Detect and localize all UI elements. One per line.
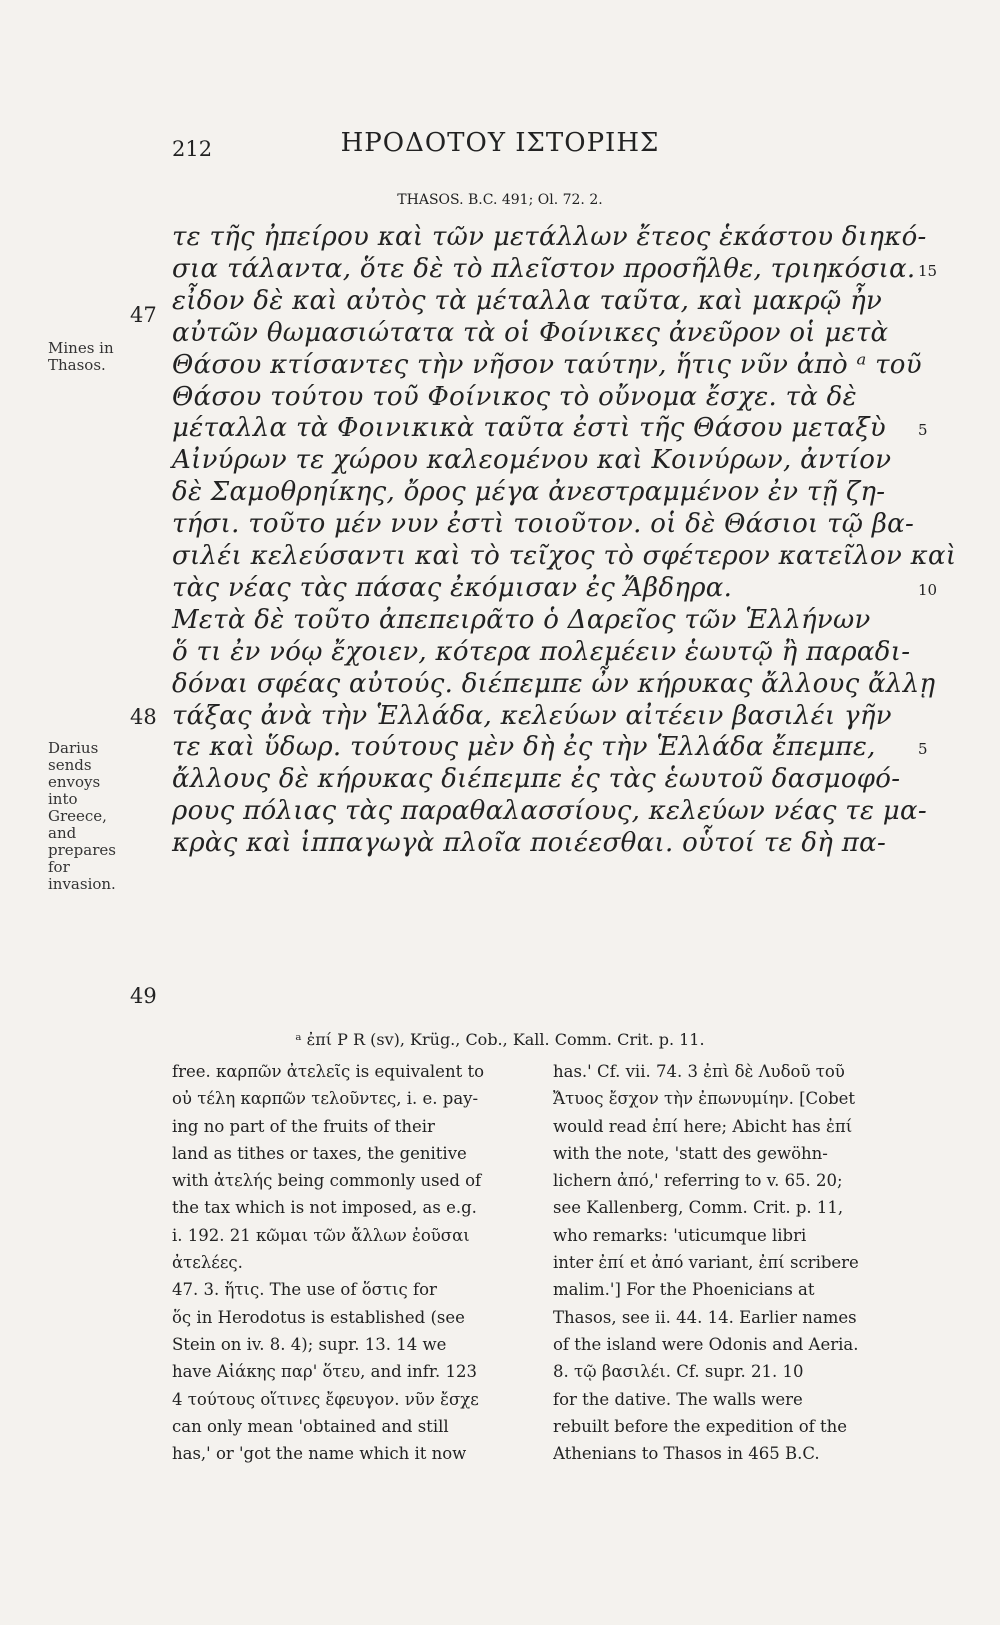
footnote-line: ing no part of the fruits of their bbox=[172, 1116, 435, 1136]
footnote-line: have Αἰάκης παρ' ὅτευ, and infr. 123 bbox=[172, 1362, 477, 1382]
line-number: 5 bbox=[918, 740, 928, 759]
line-number: 5 bbox=[918, 421, 928, 440]
chapter-number: 49 bbox=[130, 984, 157, 1008]
footnote-line: i. 192. 21 κῶμαι τῶν ἄλλων ἐοῦσαι bbox=[172, 1225, 470, 1245]
footnote-line: can only mean 'obtained and still bbox=[172, 1416, 449, 1436]
footnote-line: ἀτελέες. bbox=[172, 1253, 243, 1273]
text-line: σια τάλαντα, ὅτε δὲ τὸ πλεῖστον προσῆλθε, τριηκόσια. bbox=[172, 253, 916, 284]
text-line: σιλέι κελεύσαντι καὶ τὸ τεῖχος τὸ σφέτερον κατεῖλον καὶ bbox=[172, 541, 957, 571]
margin-note-darius: Darius sends envoys into Greece, and prepares for invasion. bbox=[48, 739, 116, 893]
footnote-line: free. καρπῶν ἀτελεῖς is equivalent to bbox=[172, 1062, 485, 1081]
footnote-line: 4 τούτους οἵτινες ἔφευγον. νῦν ἔσχε bbox=[172, 1389, 479, 1409]
text-line: τάξας ἀνὰ τὴν Ἑλλάδα, κελεύων αἰτέειν βασιλέι γῆν bbox=[172, 700, 892, 731]
text-line: δόναι σφέας αὐτούς. διέπεμπε ὦν κήρυκας ἄλλους ἄλλῃ bbox=[172, 668, 936, 699]
text-line: ἄλλους δὲ κήρυκας διέπεμπε ἐς τὰς ἑωυτοῦ δασμοφό- bbox=[172, 764, 901, 795]
footnote-line: Stein on iv. 8. 4); supr. 13. 14 we bbox=[172, 1334, 447, 1354]
text-line: εἶδον δὲ καὶ αὐτὸς τὰ μέταλλα ταῦτα, καὶ μακρῷ ἦν bbox=[172, 285, 883, 316]
footnote-line: has.' Cf. vii. 74. 3 ἐπὶ δὲ Λυδοῦ τοῦ bbox=[553, 1062, 845, 1081]
chapter-number: 48 bbox=[130, 705, 157, 729]
text-line: ρους πόλιας τὰς παραθαλασσίους, κελεύων νέας τε μα- bbox=[172, 796, 927, 827]
footnote-line: Ἄτυος ἔσχον τὴν ἐπωνυμίην. [Cobet bbox=[553, 1089, 856, 1109]
footnote-line: the tax which is not imposed, as e.g. bbox=[172, 1198, 477, 1218]
footnote-line: with ἀτελής being commonly used of bbox=[172, 1171, 482, 1191]
footnote-line: inter ἐπί et ἀπό variant, ἐπί scribere bbox=[553, 1253, 859, 1273]
footnote-line: 8. τῷ βασιλέι. Cf. supr. 21. 10 bbox=[553, 1362, 804, 1382]
margin-note-mines: Mines in Thasos. bbox=[48, 339, 114, 374]
line-number: 15 bbox=[918, 261, 938, 280]
text-line: Θάσου κτίσαντες τὴν νῆσον ταύτην, ἥτις νῦν ἀπὸ ᵃ τοῦ bbox=[172, 349, 922, 380]
text-line: τήσι. τοῦτο μέν νυν ἐστὶ τοιοῦτον. οἱ δὲ Θάσιοι τῷ βα- bbox=[172, 509, 915, 540]
running-title: ΗΡΟΔΟΤΟΥ ΙΣΤΟΡΙΗΣ bbox=[340, 128, 660, 158]
text-line: Θάσου τούτου τοῦ Φοίνικος τὸ οὔνομα ἔσχε. τὰ δὲ bbox=[172, 381, 857, 412]
footnote-line: ὅς in Herodotus is established (see bbox=[172, 1307, 465, 1327]
footnote-line: who remarks: 'uticumque libri bbox=[553, 1225, 807, 1245]
text-line: Αἰνύρων τε χώρου καλεομένου καὶ Κοινύρων, ἀντίον bbox=[172, 445, 892, 476]
text-line: μέταλλα τὰ Φοινικικὰ ταῦτα ἐστὶ τῆς Θάσου μεταξὺ bbox=[172, 413, 886, 444]
text-line: τὰς νέας τὰς πάσας ἐκόμισαν ἐς Ἄβδηρα. bbox=[172, 572, 733, 603]
footnote-line: see Kallenberg, Comm. Crit. p. 11, bbox=[553, 1198, 844, 1218]
text-line: ὅ τι ἐν νόῳ ἔχοιεν, κότερα πολεμέειν ἑωυτῷ ἢ παραδι- bbox=[172, 636, 911, 667]
footnote-line: rebuilt before the expedition of the bbox=[553, 1416, 848, 1436]
footnote-line: 47. 3. ἥτις. The use of ὅστις for bbox=[172, 1280, 437, 1300]
footnote-line: Athenians to Thasos in 465 B.C. bbox=[553, 1444, 820, 1464]
footnote-line: of the island were Odonis and Aeria. bbox=[553, 1334, 859, 1354]
text-line: δὲ Σαμοθρηίκης, ὄρος μέγα ἀνεστραμμένον ἐν τῇ ζη- bbox=[172, 477, 886, 508]
footnotes-left-column bbox=[172, 1058, 532, 1467]
footnote-line: land as tithes or taxes, the genitive bbox=[172, 1143, 467, 1163]
text-line: κρὰς καὶ ἱππαγωγὰ πλοῖα ποιέεσθαι. οὗτοί τε δὴ πα- bbox=[172, 828, 887, 859]
text-line: Μετὰ δὲ τοῦτο ἀπεπειρᾶτο ὁ Δαρεῖος τῶν Ἑλλήνων bbox=[172, 604, 871, 635]
footnote-line: with the note, 'statt des gewöhn- bbox=[553, 1143, 828, 1163]
text-line: τε τῆς ἠπείρου καὶ τῶν μετάλλων ἔτεος ἑκάστου διηκό- bbox=[172, 222, 927, 252]
footnote-line: for the dative. The walls were bbox=[553, 1389, 803, 1409]
critical-apparatus: ᵃ ἐπί P R (sv), Krüg., Cob., Kall. Comm. Crit. p. 11. bbox=[295, 1030, 705, 1049]
text-line: τε καὶ ὕδωρ. τούτους μὲν δὴ ἐς τὴν Ἑλλάδα ἔπεμπε, bbox=[172, 732, 876, 763]
footnotes-right-column bbox=[553, 1058, 913, 1467]
footnote-line: would read ἐπί here; Abicht has ἐπί bbox=[553, 1116, 853, 1136]
footnote-line: οὐ τέλη καρπῶν τελοῦντες, i. e. pay- bbox=[172, 1089, 479, 1109]
footnote-line: malim.'] For the Phoenicians at bbox=[553, 1280, 815, 1300]
footnote-line: Thasos, see ii. 44. 14. Earlier names bbox=[553, 1307, 857, 1327]
chapter-number: 47 bbox=[130, 303, 157, 327]
line-number: 10 bbox=[918, 580, 938, 599]
text-line: αὐτῶν θωμασιώτατα τὰ οἱ Φοίνικες ἀνεῦρον οἱ μετὰ bbox=[172, 317, 889, 348]
page-number: 212 bbox=[172, 137, 213, 161]
section-subhead: THASOS. B.C. 491; Ol. 72. 2. bbox=[397, 192, 603, 208]
footnote-line: has,' or 'got the name which it now bbox=[172, 1444, 467, 1464]
footnote-line: lichern ἀπό,' referring to v. 65. 20; bbox=[553, 1171, 843, 1191]
